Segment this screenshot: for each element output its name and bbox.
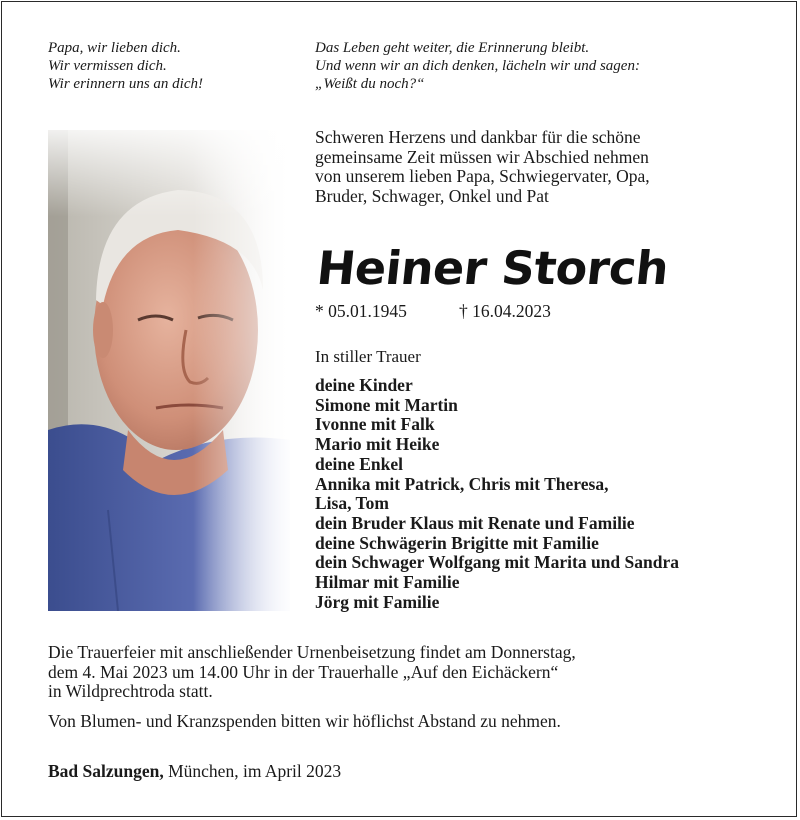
intro-line: Schweren Herzens und dankbar für die schöne — [315, 127, 641, 147]
family-line: dein Schwager Wolfgang mit Marita und Sandra — [315, 552, 679, 573]
birth-date: * 05.01.1945 — [315, 301, 407, 321]
verse-line: Und wenn wir an dich denken, lächeln wir und sagen: — [315, 58, 640, 74]
mourning-label: In stiller Trauer — [315, 347, 421, 366]
verse-right — [315, 39, 640, 93]
ceremony-line: dem 4. Mai 2023 um 14.00 Uhr in der Trauerhalle „Auf den Eichäckern“ — [48, 661, 559, 682]
place-date — [48, 761, 341, 781]
deceased-name: Heiner Storch — [314, 241, 672, 295]
family-line: Lisa, Tom — [315, 493, 389, 514]
intro-line: Bruder, Schwager, Onkel und Pat — [315, 186, 549, 207]
intro-line: gemeinsame Zeit müssen wir Abschied nehmen — [315, 146, 649, 167]
verse-line: „Weißt du noch?“ — [315, 76, 425, 92]
verse-line: Das Leben geht weiter, die Erinnerung bleibt. — [315, 40, 590, 56]
verse-line: Wir erinnern uns an dich! — [48, 76, 203, 92]
family-line: deine Schwägerin Brigitte mit Familie — [315, 532, 599, 553]
ceremony-line: in Wildprechtroda statt. — [48, 681, 213, 701]
verse-line: Papa, wir lieben dich. — [48, 40, 181, 56]
verse-line: Wir vermissen dich. — [48, 58, 167, 74]
family-line: Simone mit Martin — [315, 394, 458, 415]
ceremony-line: Die Trauerfeier mit anschließender Urnenbeisetzung findet am Donnerstag, — [48, 642, 576, 662]
family-line: Hilmar mit Familie — [315, 572, 460, 593]
place-bold: Bad Salzungen, — [48, 761, 164, 781]
intro-text — [315, 128, 755, 207]
family-line: Mario mit Heike — [315, 434, 440, 455]
portrait-photo — [48, 130, 290, 611]
death-date: † 16.04.2023 — [459, 301, 551, 321]
place-rest: München, im April 2023 — [163, 761, 342, 781]
verse-left — [48, 39, 203, 93]
obituary-notice — [1, 1, 797, 817]
family-line: Ivonne mit Falk — [315, 414, 435, 435]
life-dates — [315, 300, 551, 322]
family-line: dein Bruder Klaus mit Renate und Familie — [315, 512, 635, 533]
family-line: Jörg mit Familie — [315, 591, 440, 612]
flowers-note: Von Blumen- und Kranzspenden bitten wir höflichst Abstand zu nehmen. — [48, 711, 561, 731]
family-list — [315, 376, 679, 612]
family-line: deine Enkel — [315, 453, 404, 474]
family-line: deine Kinder — [315, 375, 413, 395]
family-line: Annika mit Patrick, Chris mit Theresa, — [315, 473, 609, 494]
ceremony-info — [48, 643, 576, 702]
intro-line: von unserem lieben Papa, Schwiegervater, Opa, — [315, 166, 650, 187]
